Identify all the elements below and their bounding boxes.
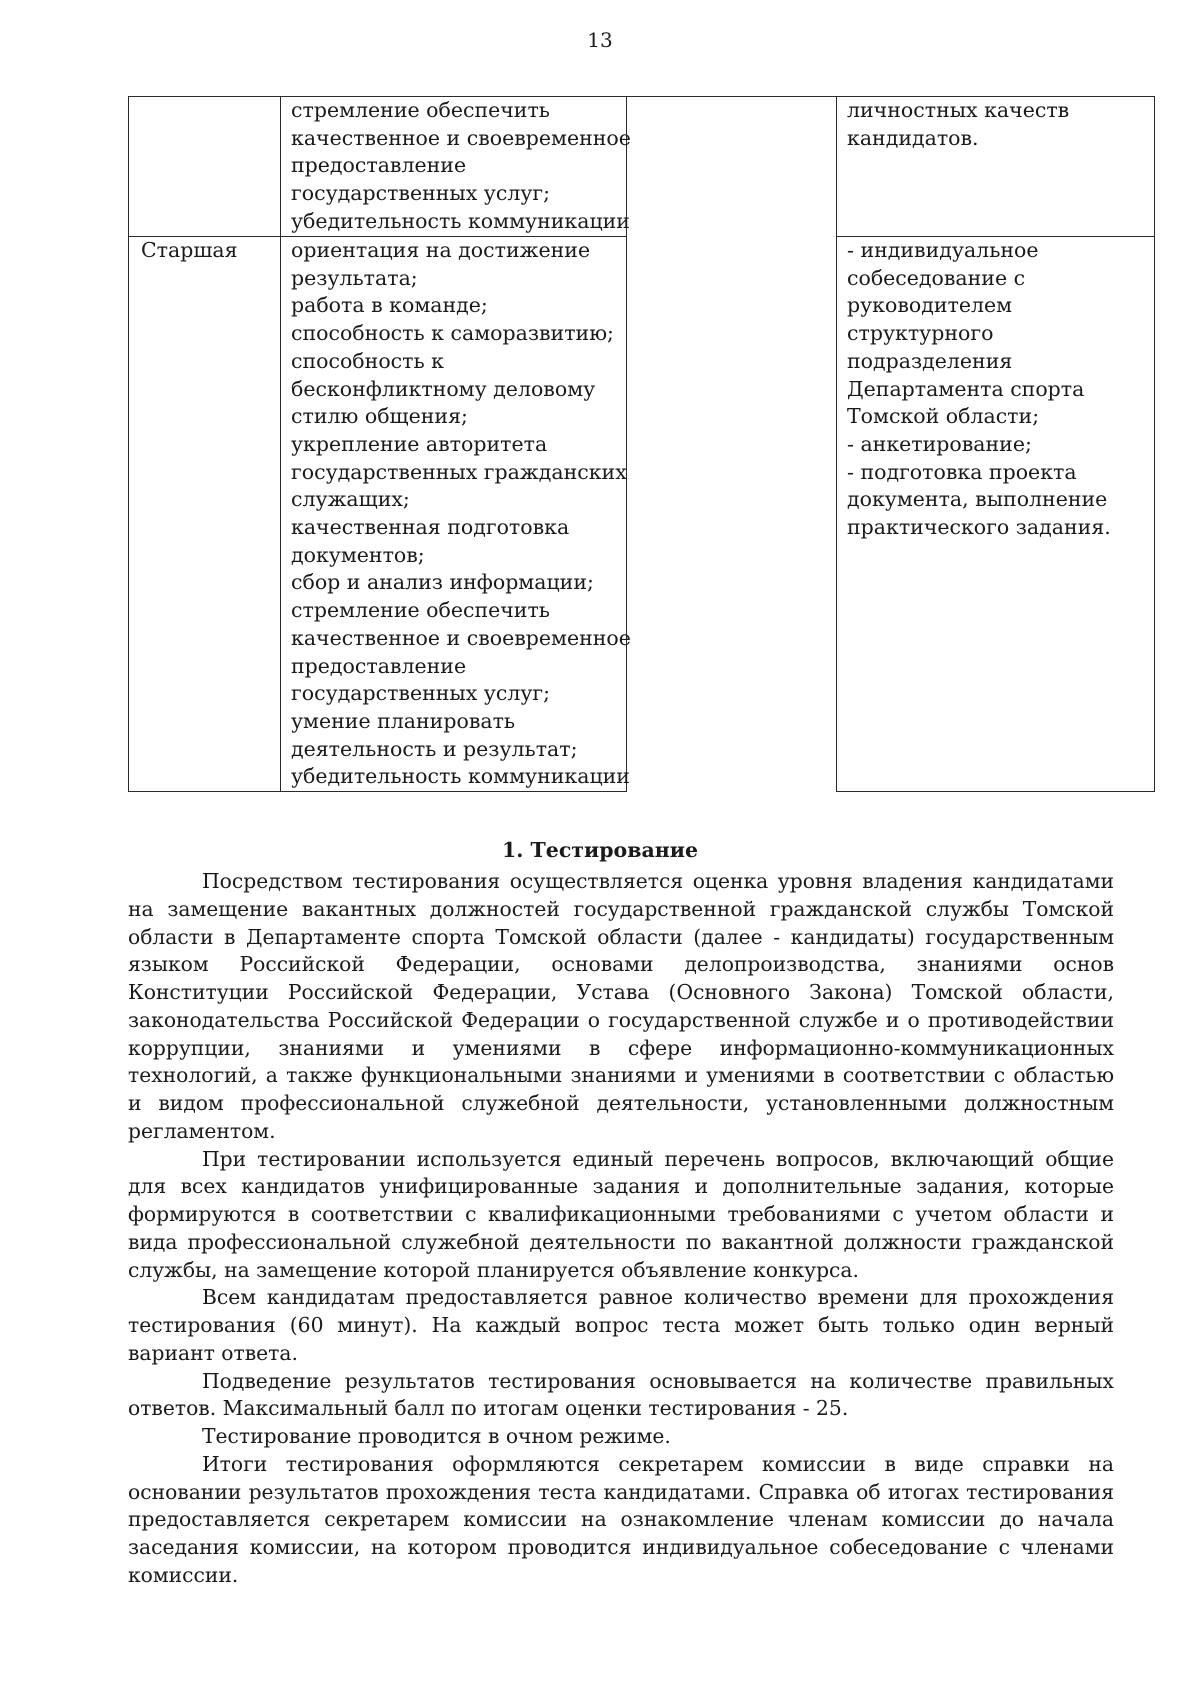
method-line: руководителем	[847, 293, 1013, 318]
table-row	[129, 97, 1155, 237]
competency-line: сбор и анализ информации;	[291, 570, 594, 595]
method-line: - подготовка проекта	[847, 459, 1077, 484]
competency-line: предоставление	[291, 153, 467, 178]
method-line: - анкетирование;	[847, 431, 1032, 456]
competency-line: государственных гражданских	[291, 459, 627, 484]
grade-cell: Старшая	[129, 237, 281, 792]
page-number: 13	[587, 28, 613, 52]
section-body	[128, 868, 1114, 1590]
section-heading: 1. Тестирование	[501, 838, 698, 862]
paragraph: Подведение результатов тестирования основывается на количестве правильных ответов. Максимальный балл по итогам оценки тестирования - 25.	[128, 1368, 1114, 1421]
methods-cell	[837, 97, 1155, 237]
competency-line: ориентация на достижение	[291, 238, 591, 262]
competency-line: умение планировать	[291, 708, 516, 733]
competency-line: убедительность коммуникации	[291, 764, 630, 789]
empty-merged-cell	[627, 97, 837, 792]
paragraph: Посредством тестирования осуществляется оценка уровня владения кандидатами на замещение вакантных должностей государственной гражданской службы Томской области в Департаменте спорта Томской области (далее - кандидаты) государственным языком Российской Федерации, основами делопроизводства, знаниями основ Конституции Российской Федерации, Устава (Основного Закона) Томской области, законодательства Российской Федерации о государственной службе и о противодействии коррупции, знаниями и умениями в сфере информационно-коммуникационных технологий, а также функциональными знаниями и умениями в соответствии с областью и видом профессиональной служебной деятельности, установленными должностным регламентом.	[128, 869, 1114, 1143]
methods-cell	[837, 237, 1155, 792]
paragraph: При тестировании используется единый перечень вопросов, включающий общие для всех кандидатов унифицированные задания и дополнительные задания, которые формируются в соответствии с квалификационными требованиями с учетом области и вида профессиональной служебной деятельности по вакантной должности гражданской службы, на замещение которой планируется объявление конкурса.	[128, 1146, 1114, 1282]
competency-line: стремление обеспечить	[291, 98, 550, 122]
paragraph: Всем кандидатам предоставляется равное количество времени для прохождения тестирования (60 минут). На каждый вопрос теста может быть только один верный вариант ответа.	[128, 1285, 1114, 1365]
competency-line: служащих;	[291, 487, 410, 512]
paragraph: Итоги тестирования оформляются секретарем комиссии в виде справки на основании результатов прохождения теста кандидатами. Справка об итогах тестирования предоставляется секретарем комиссии на ознакомление членам комиссии до начала заседания комиссии, на котором проводится индивидуальное собеседование с членами комиссии.	[128, 1451, 1114, 1587]
competencies-cell	[281, 97, 631, 237]
competency-line: документов;	[291, 542, 425, 567]
competency-line: убедительность коммуникации	[291, 208, 630, 233]
competency-line: качественная подготовка	[291, 515, 570, 540]
competency-line: государственных услуг;	[291, 681, 551, 706]
method-line: собеседование с	[847, 265, 1026, 290]
competency-line: деятельность и результат;	[291, 736, 578, 761]
competency-line: качественное и своевременное	[291, 125, 631, 150]
competency-line: предоставление	[291, 653, 467, 678]
competency-line: качественное и своевременное	[291, 625, 631, 650]
competency-line: укрепление авторитета	[291, 431, 548, 456]
competency-table	[128, 96, 1155, 792]
competency-line: способность к	[291, 348, 444, 373]
method-line: структурного	[847, 321, 994, 346]
competency-line: стремление обеспечить	[291, 598, 550, 623]
method-line: документа, выполнение	[847, 487, 1108, 512]
competency-line: стилю общения;	[291, 404, 468, 429]
competency-line: государственных услуг;	[291, 181, 551, 206]
method-line: подразделения	[847, 348, 1013, 373]
method-line: кандидатов.	[847, 125, 979, 150]
competencies-cell	[281, 237, 631, 792]
competency-line: результата;	[291, 265, 418, 290]
paragraph: Тестирование проводится в очном режиме.	[202, 1424, 671, 1448]
method-line: Департамента спорта	[847, 376, 1085, 401]
method-line: личностных качеств	[847, 98, 1070, 122]
competency-line: бесконфликтному деловому	[291, 376, 596, 401]
method-line: - индивидуальное	[847, 238, 1039, 262]
grade-cell	[129, 97, 281, 237]
competency-line: способность к саморазвитию;	[291, 321, 614, 346]
method-line: Томской области;	[847, 404, 1040, 429]
competency-line: работа в команде;	[291, 293, 488, 318]
method-line: практического задания.	[847, 515, 1111, 540]
